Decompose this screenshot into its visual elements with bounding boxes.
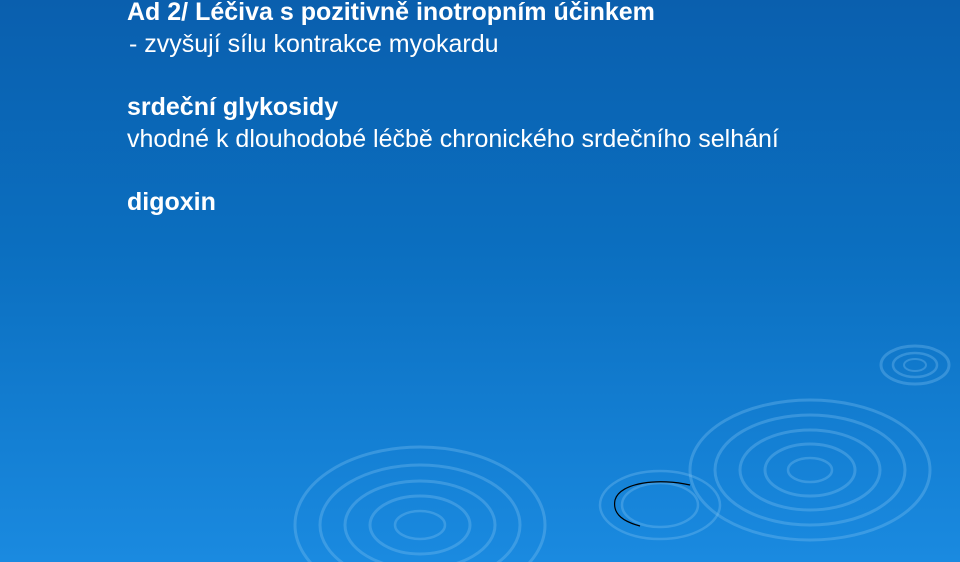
section-heading: srdeční glykosidy: [127, 93, 339, 121]
drug-name: digoxin: [127, 188, 216, 216]
section-text: vhodné k dlouhodobé léčbě chronického srdečního selhání: [127, 125, 779, 153]
slide-subtitle: - zvyšují sílu kontrakce myokardu: [129, 30, 499, 58]
slide-title: Ad 2/ Léčiva s pozitivně inotropním účinkem: [127, 0, 655, 26]
